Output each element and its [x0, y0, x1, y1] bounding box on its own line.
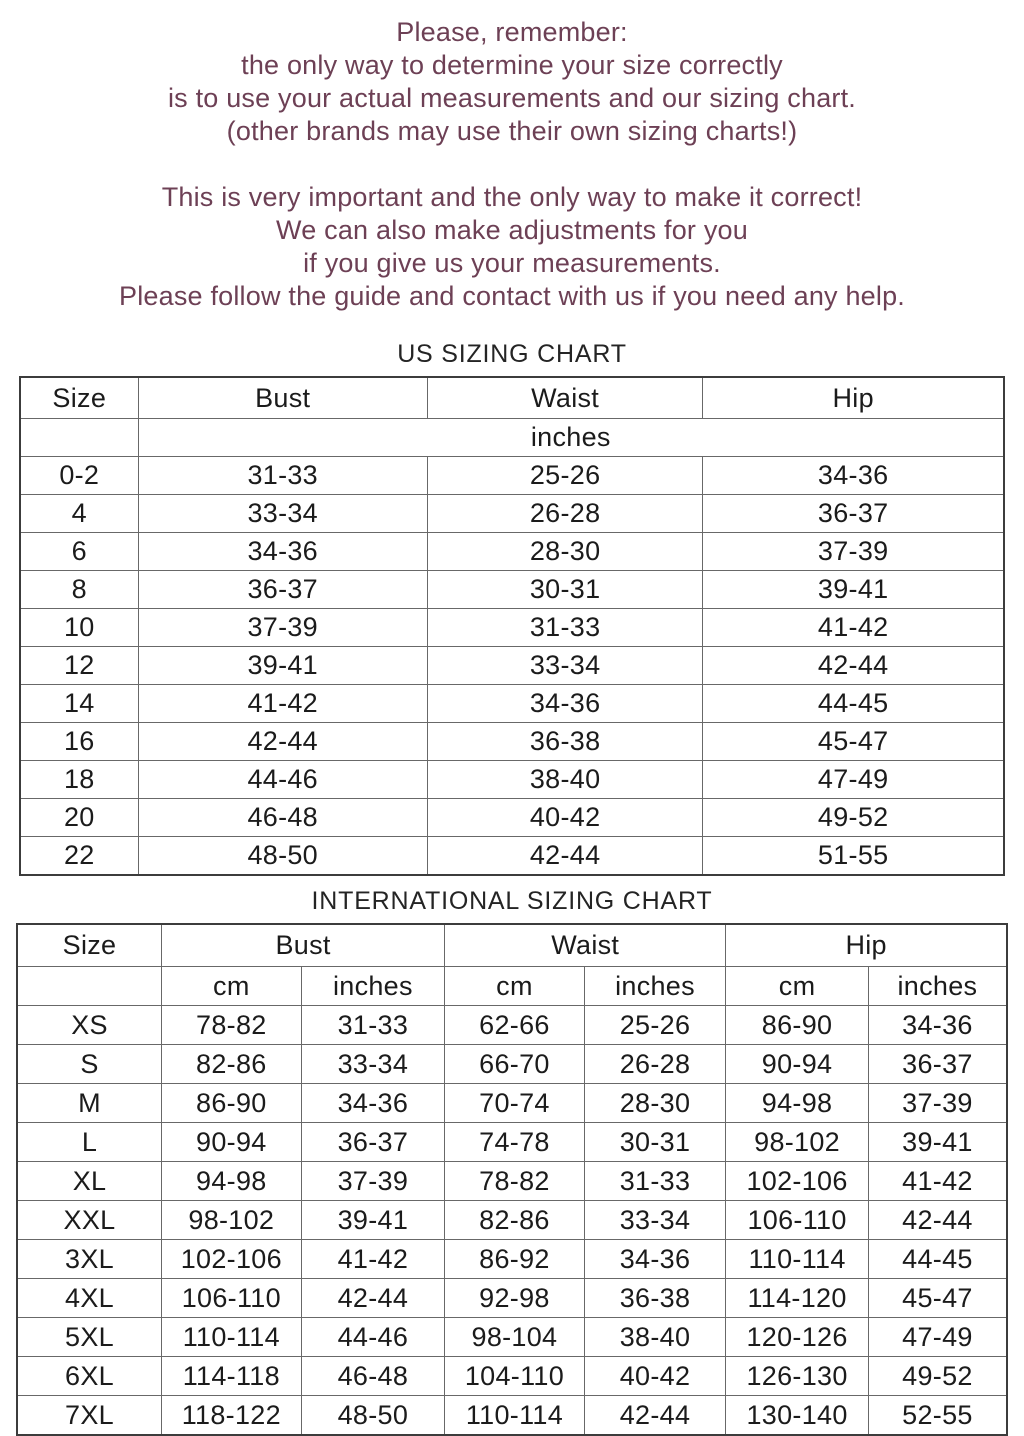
unit-label-cell: inches — [584, 967, 726, 1006]
measurement-cell: 110-114 — [726, 1240, 869, 1279]
size-cell: 22 — [20, 837, 138, 876]
size-cell: 7XL — [17, 1396, 162, 1436]
measurement-cell: 38-40 — [427, 761, 703, 799]
measurement-cell: 31-33 — [138, 457, 427, 495]
intro-line: This is very important and the only way to make it correct! — [161, 182, 863, 212]
intro-line: (other brands may use their own sizing charts!) — [226, 116, 798, 146]
intl-unit-row — [17, 967, 1007, 1006]
table-row — [17, 1396, 1007, 1436]
measurement-cell: 49-52 — [868, 1357, 1007, 1396]
measurement-cell: 37-39 — [868, 1084, 1007, 1123]
table-row — [20, 799, 1004, 837]
column-header-bust: Bust — [138, 377, 427, 419]
measurement-cell: 41-42 — [301, 1240, 445, 1279]
measurement-cell: 34-36 — [301, 1084, 445, 1123]
unit-label-cell: cm — [726, 967, 869, 1006]
us-sizing-table — [19, 376, 1005, 876]
size-cell: XL — [17, 1162, 162, 1201]
measurement-cell: 42-44 — [427, 837, 703, 876]
measurement-cell: 47-49 — [868, 1318, 1007, 1357]
measurement-cell: 102-106 — [726, 1162, 869, 1201]
size-cell: 0-2 — [20, 457, 138, 495]
measurement-cell: 38-40 — [584, 1318, 726, 1357]
measurement-cell: 28-30 — [427, 533, 703, 571]
measurement-cell: 30-31 — [427, 571, 703, 609]
measurement-cell: 34-36 — [703, 457, 1004, 495]
measurement-cell: 106-110 — [726, 1201, 869, 1240]
size-cell: 3XL — [17, 1240, 162, 1279]
measurement-cell: 46-48 — [301, 1357, 445, 1396]
measurement-cell: 130-140 — [726, 1396, 869, 1436]
measurement-cell: 33-34 — [584, 1201, 726, 1240]
measurement-cell: 78-82 — [162, 1006, 302, 1045]
empty-cell — [20, 419, 138, 457]
measurement-cell: 34-36 — [427, 685, 703, 723]
measurement-cell: 98-102 — [162, 1201, 302, 1240]
measurement-cell: 118-122 — [162, 1396, 302, 1436]
table-row — [20, 533, 1004, 571]
measurement-cell: 104-110 — [445, 1357, 585, 1396]
measurement-cell: 44-45 — [703, 685, 1004, 723]
measurement-cell: 28-30 — [584, 1084, 726, 1123]
column-header-waist: Waist — [445, 924, 726, 967]
us-table-body — [20, 457, 1004, 876]
us-chart-title: US SIZING CHART — [397, 340, 627, 368]
measurement-cell: 45-47 — [868, 1279, 1007, 1318]
intl-header-row — [17, 924, 1007, 967]
table-row — [20, 457, 1004, 495]
unit-label-cell: cm — [445, 967, 585, 1006]
measurement-cell: 120-126 — [726, 1318, 869, 1357]
measurement-cell: 39-41 — [703, 571, 1004, 609]
intro-text — [0, 0, 1024, 313]
table-row — [20, 837, 1004, 876]
intro-line: if you give us your measurements. — [303, 248, 721, 278]
size-cell: 8 — [20, 571, 138, 609]
measurement-cell: 42-44 — [703, 647, 1004, 685]
measurement-cell: 98-102 — [726, 1123, 869, 1162]
measurement-cell: 31-33 — [584, 1162, 726, 1201]
size-cell: M — [17, 1084, 162, 1123]
column-header-bust: Bust — [162, 924, 445, 967]
unit-label-cell: inches — [301, 967, 445, 1006]
measurement-cell: 126-130 — [726, 1357, 869, 1396]
table-row — [17, 1006, 1007, 1045]
us-unit-row — [20, 419, 1004, 457]
measurement-cell: 41-42 — [138, 685, 427, 723]
measurement-cell: 36-38 — [584, 1279, 726, 1318]
measurement-cell: 114-118 — [162, 1357, 302, 1396]
table-row — [17, 1162, 1007, 1201]
size-cell: 14 — [20, 685, 138, 723]
measurement-cell: 70-74 — [445, 1084, 585, 1123]
table-row — [17, 1318, 1007, 1357]
measurement-cell: 36-37 — [301, 1123, 445, 1162]
measurement-cell: 39-41 — [301, 1201, 445, 1240]
table-row — [20, 761, 1004, 799]
column-header-size: Size — [20, 377, 138, 419]
intro-line: the only way to determine your size correctly — [241, 50, 783, 80]
measurement-cell: 41-42 — [703, 609, 1004, 647]
size-cell: XS — [17, 1006, 162, 1045]
measurement-cell: 82-86 — [445, 1201, 585, 1240]
measurement-cell: 41-42 — [868, 1162, 1007, 1201]
intl-table-body — [17, 1006, 1007, 1436]
measurement-cell: 42-44 — [868, 1201, 1007, 1240]
measurement-cell: 34-36 — [138, 533, 427, 571]
table-row — [20, 609, 1004, 647]
size-cell: XXL — [17, 1201, 162, 1240]
intro-line: Please, remember: — [396, 17, 628, 47]
measurement-cell: 36-37 — [868, 1045, 1007, 1084]
us-header-row — [20, 377, 1004, 419]
size-cell: 20 — [20, 799, 138, 837]
unit-label-cell: cm — [162, 967, 302, 1006]
intro-line: We can also make adjustments for you — [276, 215, 748, 245]
measurement-cell: 74-78 — [445, 1123, 585, 1162]
size-cell: 6 — [20, 533, 138, 571]
measurement-cell: 36-37 — [138, 571, 427, 609]
measurement-cell: 51-55 — [703, 837, 1004, 876]
column-header-waist: Waist — [427, 377, 703, 419]
measurement-cell: 86-90 — [726, 1006, 869, 1045]
measurement-cell: 36-37 — [703, 495, 1004, 533]
measurement-cell: 62-66 — [445, 1006, 585, 1045]
column-header-hip: Hip — [726, 924, 1007, 967]
measurement-cell: 114-120 — [726, 1279, 869, 1318]
table-row — [17, 1201, 1007, 1240]
table-row — [17, 1279, 1007, 1318]
measurement-cell: 39-41 — [138, 647, 427, 685]
measurement-cell: 34-36 — [868, 1006, 1007, 1045]
measurement-cell: 98-104 — [445, 1318, 585, 1357]
table-row — [17, 1084, 1007, 1123]
measurement-cell: 78-82 — [445, 1162, 585, 1201]
measurement-cell: 90-94 — [162, 1123, 302, 1162]
measurement-cell: 102-106 — [162, 1240, 302, 1279]
measurement-cell: 49-52 — [703, 799, 1004, 837]
size-cell: 4XL — [17, 1279, 162, 1318]
table-row — [20, 495, 1004, 533]
intro-line: is to use your actual measurements and our sizing chart. — [167, 83, 857, 113]
unit-label-cell: inches — [138, 419, 1004, 457]
measurement-cell: 44-46 — [301, 1318, 445, 1357]
measurement-cell: 33-34 — [427, 647, 703, 685]
table-row — [20, 647, 1004, 685]
measurement-cell: 92-98 — [445, 1279, 585, 1318]
size-cell: L — [17, 1123, 162, 1162]
measurement-cell: 66-70 — [445, 1045, 585, 1084]
measurement-cell: 106-110 — [162, 1279, 302, 1318]
measurement-cell: 30-31 — [584, 1123, 726, 1162]
intl-chart-title: INTERNATIONAL SIZING CHART — [311, 887, 713, 915]
measurement-cell: 26-28 — [584, 1045, 726, 1084]
measurement-cell: 86-90 — [162, 1084, 302, 1123]
empty-cell — [17, 967, 162, 1006]
measurement-cell: 37-39 — [703, 533, 1004, 571]
size-cell: 5XL — [17, 1318, 162, 1357]
measurement-cell: 110-114 — [162, 1318, 302, 1357]
intro-paragraph-2 — [0, 181, 1024, 313]
measurement-cell: 33-34 — [301, 1045, 445, 1084]
measurement-cell: 110-114 — [445, 1396, 585, 1436]
measurement-cell: 44-46 — [138, 761, 427, 799]
measurement-cell: 36-38 — [427, 723, 703, 761]
measurement-cell: 37-39 — [138, 609, 427, 647]
table-row — [20, 723, 1004, 761]
intl-sizing-table — [16, 923, 1008, 1436]
intro-paragraph-1 — [0, 16, 1024, 148]
measurement-cell: 86-92 — [445, 1240, 585, 1279]
size-cell: 4 — [20, 495, 138, 533]
measurement-cell: 48-50 — [138, 837, 427, 876]
measurement-cell: 48-50 — [301, 1396, 445, 1436]
size-cell: 10 — [20, 609, 138, 647]
measurement-cell: 31-33 — [301, 1006, 445, 1045]
measurement-cell: 39-41 — [868, 1123, 1007, 1162]
measurement-cell: 42-44 — [301, 1279, 445, 1318]
measurement-cell: 31-33 — [427, 609, 703, 647]
measurement-cell: 33-34 — [138, 495, 427, 533]
table-row — [20, 571, 1004, 609]
table-row — [17, 1123, 1007, 1162]
table-row — [17, 1357, 1007, 1396]
measurement-cell: 47-49 — [703, 761, 1004, 799]
measurement-cell: 42-44 — [584, 1396, 726, 1436]
size-cell: 12 — [20, 647, 138, 685]
size-cell: 6XL — [17, 1357, 162, 1396]
measurement-cell: 40-42 — [427, 799, 703, 837]
measurement-cell: 90-94 — [726, 1045, 869, 1084]
table-row — [20, 685, 1004, 723]
measurement-cell: 42-44 — [138, 723, 427, 761]
column-header-size: Size — [17, 924, 162, 967]
measurement-cell: 46-48 — [138, 799, 427, 837]
size-cell: S — [17, 1045, 162, 1084]
measurement-cell: 82-86 — [162, 1045, 302, 1084]
column-header-hip: Hip — [703, 377, 1004, 419]
table-row — [17, 1045, 1007, 1084]
size-cell: 18 — [20, 761, 138, 799]
unit-label-cell: inches — [868, 967, 1007, 1006]
measurement-cell: 40-42 — [584, 1357, 726, 1396]
measurement-cell: 94-98 — [162, 1162, 302, 1201]
measurement-cell: 52-55 — [868, 1396, 1007, 1436]
table-row — [17, 1240, 1007, 1279]
size-cell: 16 — [20, 723, 138, 761]
intro-line: Please follow the guide and contact with us if you need any help. — [118, 281, 905, 311]
measurement-cell: 37-39 — [301, 1162, 445, 1201]
measurement-cell: 26-28 — [427, 495, 703, 533]
measurement-cell: 25-26 — [427, 457, 703, 495]
measurement-cell: 45-47 — [703, 723, 1004, 761]
measurement-cell: 25-26 — [584, 1006, 726, 1045]
measurement-cell: 44-45 — [868, 1240, 1007, 1279]
measurement-cell: 34-36 — [584, 1240, 726, 1279]
measurement-cell: 94-98 — [726, 1084, 869, 1123]
